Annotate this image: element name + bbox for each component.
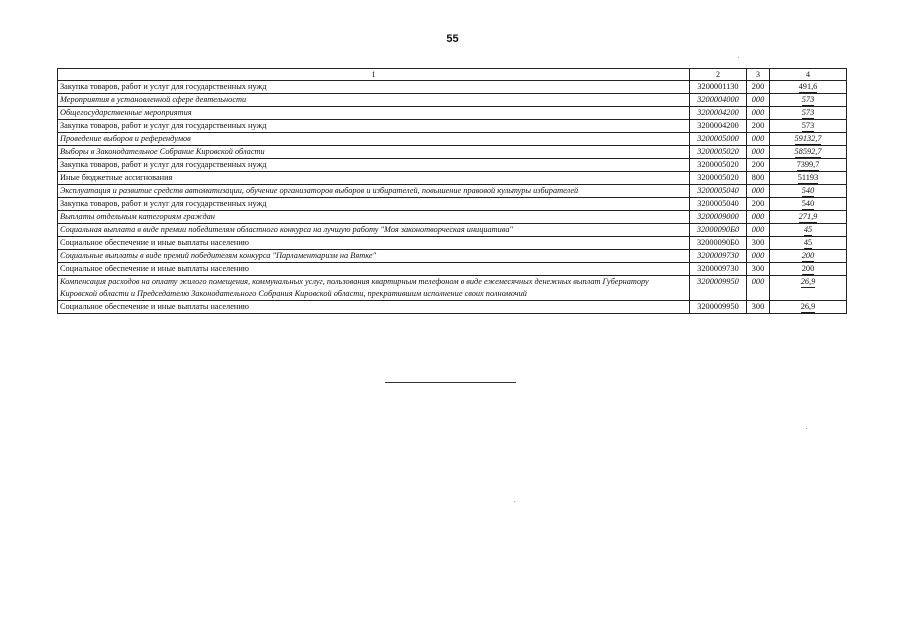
row-code: 3200004200 (690, 120, 747, 133)
row-type: 000 (747, 146, 770, 159)
scan-speck (806, 428, 807, 429)
row-type: 000 (747, 133, 770, 146)
row-name: Социальное обеспечение и иные выплаты населению (58, 301, 690, 314)
row-type: 200 (747, 198, 770, 211)
row-name: Мероприятия в установленной сфере деятельности (58, 94, 690, 107)
row-type: 300 (747, 237, 770, 250)
row-code: 3200005000 (690, 133, 747, 146)
row-code: 32000090Б0 (690, 237, 747, 250)
row-amount (770, 94, 847, 107)
row-name: Закупка товаров, работ и услуг для государственных нужд (58, 120, 690, 133)
row-amount-value: 200 (801, 251, 815, 260)
row-name: Закупка товаров, работ и услуг для государственных нужд (58, 159, 690, 172)
row-name: Общегосударственные мероприятия (58, 107, 690, 120)
row-name: Социальное обеспечение и иные выплаты населению (58, 237, 690, 250)
table-row (58, 237, 847, 250)
row-type: 300 (747, 301, 770, 314)
row-amount-value: 271,9 (798, 212, 818, 221)
row-type: 200 (747, 81, 770, 94)
row-type: 300 (747, 263, 770, 276)
table-row (58, 250, 847, 263)
row-amount (770, 224, 847, 237)
page-number: 55 (446, 33, 459, 45)
row-amount (770, 120, 847, 133)
row-name: Иные бюджетные ассигнования (58, 172, 690, 185)
row-code: 3200005020 (690, 146, 747, 159)
row-amount (770, 211, 847, 224)
table-row (58, 276, 847, 301)
row-code: 3200009730 (690, 250, 747, 263)
row-amount (770, 198, 847, 211)
row-name: Выплаты отдельным категориям граждан (58, 211, 690, 224)
row-code: 3200004200 (690, 107, 747, 120)
row-type: 000 (747, 185, 770, 198)
row-amount (770, 237, 847, 250)
table-header-row (58, 69, 847, 81)
row-code: 3200005020 (690, 172, 747, 185)
row-amount (770, 133, 847, 146)
row-name: Закупка товаров, работ и услуг для государственных нужд (58, 81, 690, 94)
row-amount-value: 51193 (797, 173, 819, 182)
row-amount (770, 276, 847, 301)
row-type: 200 (747, 159, 770, 172)
row-name: Эксплуатация и развитие средств автоматизации, обучение организаторов выборов и избирателей, повышение правовой культуры избирателей (58, 185, 690, 198)
row-name: Социальные выплаты в виде премий победителям конкурса "Парламентаризм на Вятке" (58, 250, 690, 263)
row-amount-value: 45 (803, 225, 813, 234)
row-amount-value: 491,6 (798, 82, 818, 91)
scan-speck (514, 501, 515, 502)
row-type: 000 (747, 224, 770, 237)
row-amount (770, 81, 847, 94)
table-row (58, 107, 847, 120)
row-name: Закупка товаров, работ и услуг для государственных нужд (58, 198, 690, 211)
row-amount-value: 540 (801, 199, 815, 208)
row-type: 000 (747, 276, 770, 301)
row-amount-value: 58592,7 (794, 147, 822, 156)
table-row (58, 81, 847, 94)
row-name: Социальное обеспечение и иные выплаты населению (58, 263, 690, 276)
row-code: 3200009950 (690, 301, 747, 314)
row-type: 200 (747, 120, 770, 133)
row-code: 3200009950 (690, 276, 747, 301)
row-code: 3200009000 (690, 211, 747, 224)
row-type: 000 (747, 250, 770, 263)
row-amount-value: 573 (801, 121, 815, 130)
row-amount (770, 185, 847, 198)
row-code: 3200004000 (690, 94, 747, 107)
row-amount-value: 540 (801, 186, 815, 195)
row-amount-value: 200 (801, 264, 815, 273)
row-type: 000 (747, 107, 770, 120)
row-code: 32000090Б0 (690, 224, 747, 237)
row-amount (770, 107, 847, 120)
column-header-name: 1 (58, 69, 690, 81)
scan-speck (738, 57, 739, 58)
table-row (58, 198, 847, 211)
row-amount (770, 250, 847, 263)
table-row (58, 133, 847, 146)
table-row (58, 172, 847, 185)
row-code: 3200005020 (690, 159, 747, 172)
table-row (58, 224, 847, 237)
column-header-code: 2 (690, 69, 747, 81)
table-row (58, 94, 847, 107)
row-type: 800 (747, 172, 770, 185)
row-amount-value: 26,9 (800, 277, 816, 286)
row-code: 3200001130 (690, 81, 747, 94)
row-type: 000 (747, 94, 770, 107)
table-row (58, 120, 847, 133)
row-amount-value: 59132,7 (794, 134, 822, 143)
row-amount (770, 159, 847, 172)
table-row (58, 301, 847, 314)
table-row (58, 211, 847, 224)
row-amount (770, 146, 847, 159)
row-name: Проведение выборов и референдумов (58, 133, 690, 146)
row-name: Социальная выплата в виде премии победителям областного конкурса на лучшую работу "Моя законотворческая инициатива" (58, 224, 690, 237)
row-amount-value: 45 (803, 238, 813, 247)
row-amount-value: 573 (801, 95, 815, 104)
row-amount (770, 263, 847, 276)
row-amount (770, 301, 847, 314)
row-amount (770, 172, 847, 185)
row-type: 000 (747, 211, 770, 224)
row-code: 3200005040 (690, 185, 747, 198)
row-amount-value: 26,9 (800, 302, 816, 311)
table-row (58, 159, 847, 172)
end-rule (385, 382, 516, 383)
row-amount-value: 573 (801, 108, 815, 117)
budget-table (57, 68, 847, 314)
table-row (58, 146, 847, 159)
table-row (58, 185, 847, 198)
row-code: 3200005040 (690, 198, 747, 211)
row-name: Выборы в Законодательное Собрание Кировской области (58, 146, 690, 159)
row-amount-value: 7399,7 (796, 160, 820, 169)
column-header-amount: 4 (770, 69, 847, 81)
column-header-type: 3 (747, 69, 770, 81)
row-name: Компенсация расходов на оплату жилого помещения, коммунальных услуг, пользования квартирным телефоном в виде ежемесячных денежных выплат Губернатору Кировской области и Председателю Законодательного Собрания Кировской области, прекратившим исполнение своих полномочий (58, 276, 690, 301)
row-code: 3200009730 (690, 263, 747, 276)
table-row (58, 263, 847, 276)
